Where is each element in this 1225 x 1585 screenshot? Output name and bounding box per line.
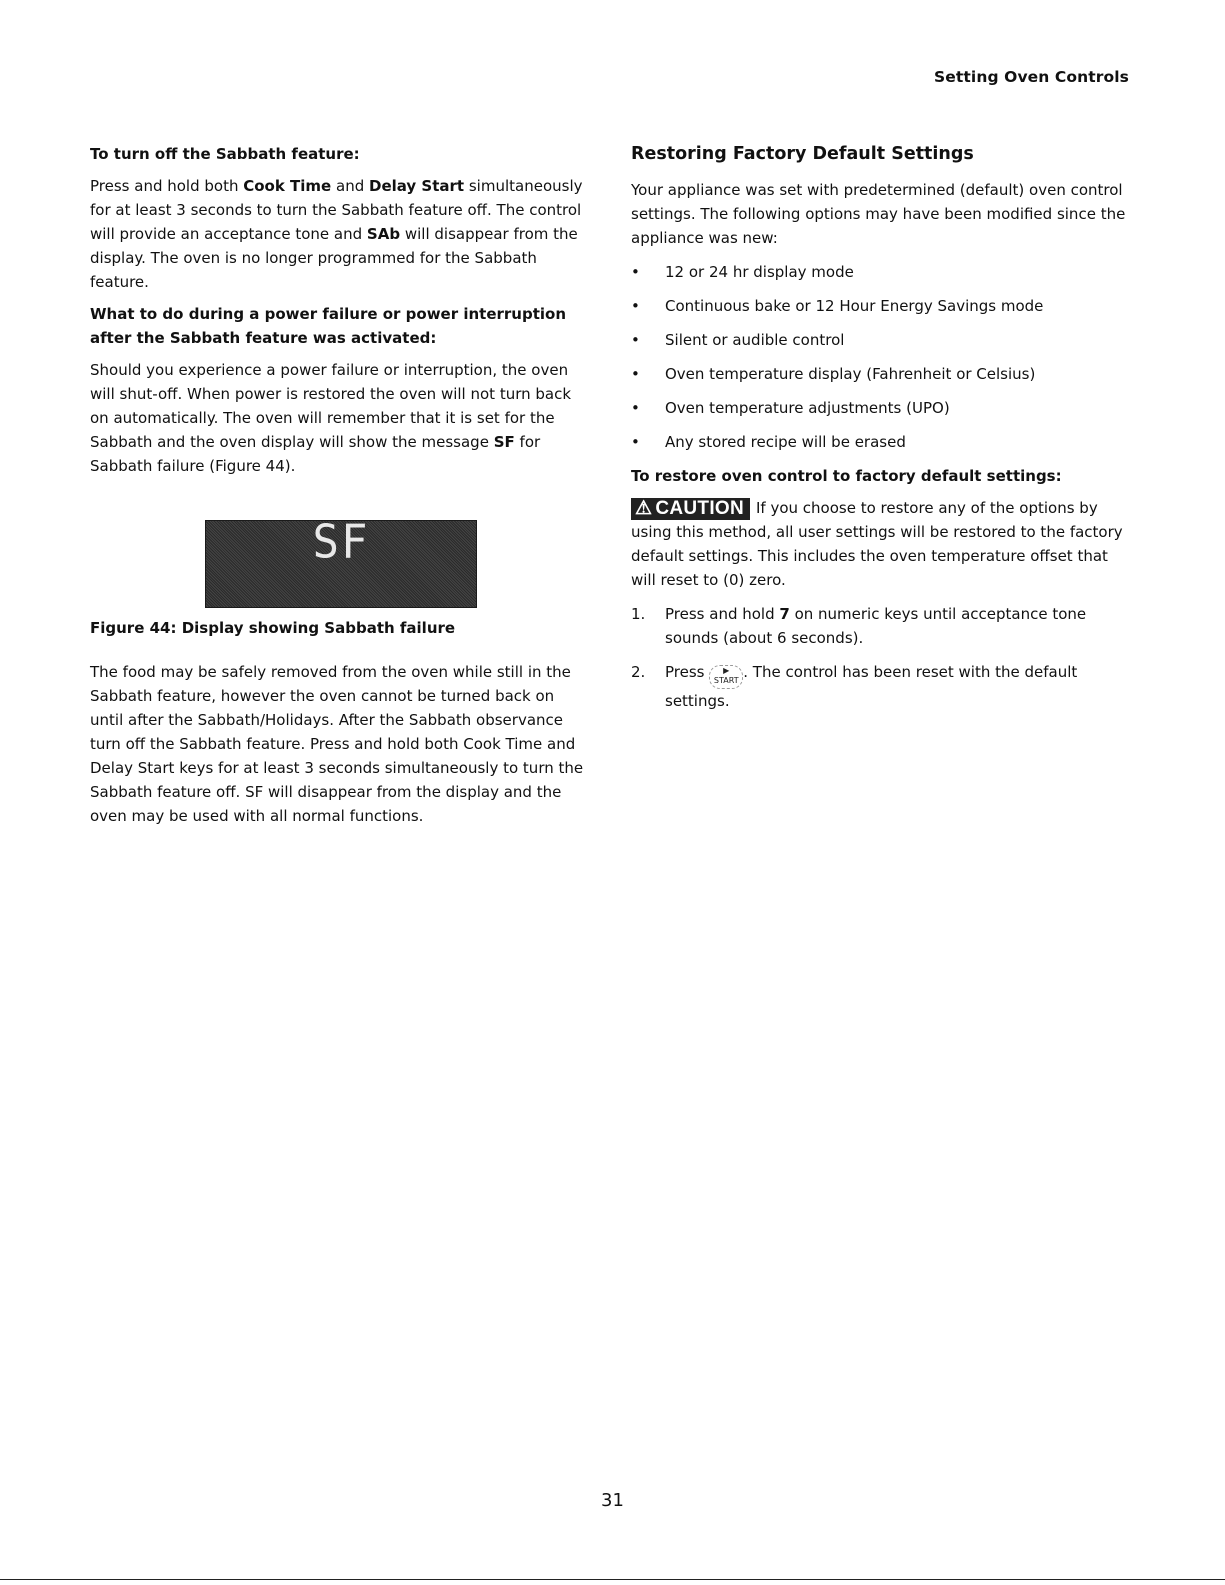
bullet-icon: • [631,263,640,281]
list-item-text: Any stored recipe will be erased [665,433,906,451]
power-failure-paragraph [90,358,590,478]
warning-triangle-icon: ⚠ [635,498,653,519]
bullet-icon: • [631,433,640,451]
figure-44 [90,515,590,660]
list-item-text: 12 or 24 hr display mode [665,263,854,281]
options-list [631,260,1131,454]
list-item [631,396,1131,420]
bottom-divider [0,1579,1225,1580]
power-failure-heading: What to do during a power failure or power interruption after the Sabbath feature was activated: [90,305,567,347]
restore-heading: To restore oven control to factory default settings: [631,467,1062,485]
section-title: Restoring Factory Default Settings [631,144,974,164]
figure-caption: Figure 44: Display showing Sabbath failure [90,619,456,637]
text-run: Press and hold both [90,177,244,195]
turn-off-heading: To turn off the Sabbath feature: [90,145,360,163]
step-item [631,660,1131,713]
list-item [631,294,1131,318]
oven-display-panel [205,515,477,608]
closing-paragraph: The food may be safely removed from the oven while still in the Sabbath feature, however the oven cannot be turned back on until after the Sabbath/Holidays. After the Sabbath observance turn off the Sabbath feature. Press and hold both Cook Time and Delay Start keys for at least 3 seconds simultaneously to turn the Sabbath feature off. SF will disappear from the display and the oven may be used with all normal functions. [90,663,584,825]
step-number: 2. [631,663,646,681]
caution-label: CAUTION [655,498,744,519]
list-item [631,430,1131,454]
cook-time-key: Cook Time [243,177,332,195]
step-item [631,602,1131,650]
list-item [631,260,1131,284]
step-number: 1. [631,605,646,623]
text-run: on numeric keys until acceptance tone sounds (about 6 seconds). [665,605,1087,647]
running-header: Setting Oven Controls [934,68,1129,86]
text-run: simultaneously for at least 3 seconds to turn the Sabbath feature off. The control will provide an acceptance tone and [90,177,583,243]
caution-paragraph [631,496,1131,592]
text-run: will disappear from the display. The oven is no longer programmed for the Sabbath feature. [90,225,578,291]
start-key-label: START [713,676,739,685]
list-item-text: Continuous bake or 12 Hour Energy Savings mode [665,297,1044,315]
turn-off-paragraph [90,174,590,294]
page-number: 31 [601,1490,624,1511]
caution-badge [631,498,750,520]
left-column [90,142,590,836]
intro-paragraph: Your appliance was set with predetermined (default) oven control settings. The following options may have been modified since the appliance was new: [631,181,1126,247]
display-readout: SF [312,515,370,570]
text-run: and [331,177,369,195]
bullet-icon: • [631,297,640,315]
bullet-icon: • [631,399,640,417]
list-item-text: Oven temperature display (Fahrenheit or Celsius) [665,365,1036,383]
play-icon: ▶ [723,666,730,675]
list-item-text: Oven temperature adjustments (UPO) [665,399,950,417]
delay-start-key: Delay Start [369,177,465,195]
steps-list [631,602,1131,713]
start-key-icon [709,665,743,689]
bullet-icon: • [631,365,640,383]
list-item [631,328,1131,352]
sab-display-code: SAb [366,225,401,243]
text-run: Press [665,663,710,681]
caution-text: If you choose to restore any of the options by using this method, all user settings will be restored to the factory default settings. This includes the oven temperature offset that will reset to (0) zero. [631,499,1123,589]
right-column [631,142,1131,723]
numeric-key-7: 7 [779,605,790,623]
text-run: Should you experience a power failure or interruption, the oven will shut-off. When power is restored the oven will not turn back on automatically. The oven will remember that it is set for the Sabbath and the oven display will show the message [90,361,572,451]
bullet-icon: • [631,331,640,349]
list-item-text: Silent or audible control [665,331,845,349]
sf-display-code: SF [493,433,515,451]
text-run: for Sabbath failure (Figure 44). [90,433,541,475]
text-run: Press and hold [665,605,780,623]
text-run: . The control has been reset with the default settings. [665,663,1078,710]
list-item [631,362,1131,386]
